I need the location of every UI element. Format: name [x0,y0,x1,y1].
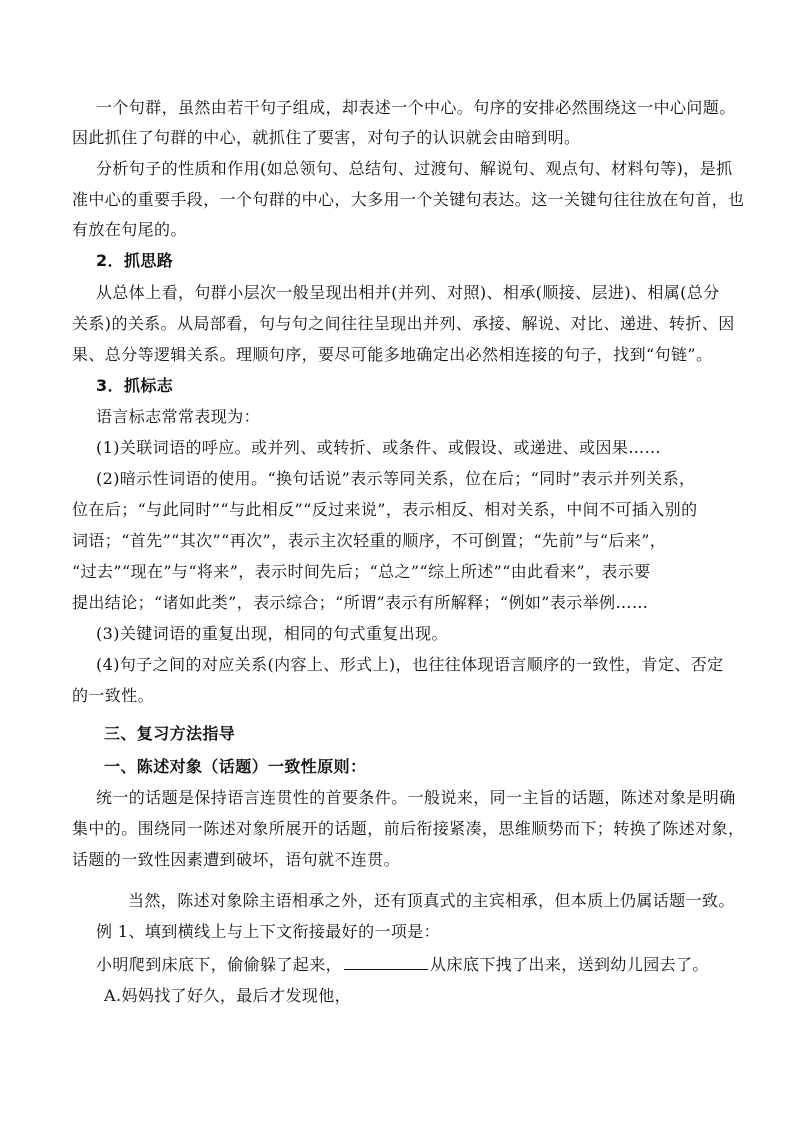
example-sentence-start: 小明爬到床底下，偷偷躲了起来， [96,955,343,974]
paragraph-line: 有放在句尾的。 [72,220,187,239]
paragraph-line: “过去”“现在”与“将来”，表示时间先后；“总之”“综上所述”“由此看来”，表示要 [72,562,651,581]
section-heading: 一、陈述对象（话题）一致性原则： [104,757,367,776]
paragraph-line: (2)暗示性词语的使用。“换句话说”表示等同关系，位在后；“同时”表示并列关系， [96,469,696,488]
paragraph-line: 因此抓住了句群的中心，就抓住了要害，对句子的认识就会由暗到明。 [72,128,581,147]
section-heading: 2．抓思路 [96,251,174,270]
paragraph-line: 果、总分等逻辑关系。理顺句序，要尽可能多地确定出必然相连接的句子，找到“句链”。 [72,345,713,364]
paragraph-line: 话题的一致性因素遭到破坏，语句就不连贯。 [72,850,401,869]
section-heading: 3．抓标志 [96,376,174,395]
paragraph-line: 关系)的关系。从局部看，句与句之间往往呈现出并列、承接、解说、对比、递进、转折、因 [72,314,735,333]
answer-option-a: A.妈妈找了好久，最后才发现他， [104,986,352,1005]
paragraph-line: 的一致性。 [72,686,155,705]
paragraph-line: 一个句群，虽然由若干句子组成，却表述一个中心。句序的安排必然围绕这一中心问题。 [96,98,736,117]
example-sentence [96,955,709,975]
example-sentence-end: 从床底下拽了出来，送到幼儿园去了。 [430,955,709,974]
paragraph-line: (1)关联词语的呼应。或并列、或转折、或条件、或假设、或递进、或因果…… [96,438,662,457]
paragraph-line: 统一的话题是保持语言连贯性的首要条件。一般说来，同一主旨的话题，陈述对象是明确 [96,788,736,807]
fill-in-blank [344,955,428,970]
paragraph-line: 位在后；“与此同时”“与此相反”“反过来说”，表示相反、相对关系，中间不可插入别的 [72,500,698,519]
paragraph-line: 语言标志常常表现为： [96,407,261,426]
paragraph-line: 分析句子的性质和作用(如总领句、总结句、过渡句、解说句、观点句、材料句等)，是抓 [96,159,733,178]
paragraph-line: 准中心的重要手段，一个句群的中心，大多用一个关键句表达。这一关键句往往放在句首，也 [72,190,745,209]
paragraph-line: (3)关键词语的重复出现，相同的句式重复出现。 [96,624,448,643]
paragraph-line: 词语；“首先”“其次”“再次”，表示主次轻重的顺序，不可倒置；“先前”与“后来”， [72,531,667,550]
paragraph-line: 集中的。围绕同一陈述对象所展开的话题，前后衔接紧凑，思维顺势而下；转换了陈述对象， [72,819,745,838]
paragraph-line: 提出结论；“诸如此类”，表示综合；“所谓”表示有所解释；“例如”表示举例…… [72,593,649,612]
example-prompt: 例 1、填到横线上与上下文衔接最好的一项是： [96,922,441,941]
section-heading: 三、复习方法指导 [104,724,236,743]
paragraph-line: (4)句子之间的对应关系(内容上、形式上)，也往往体现语言顺序的一致性，肯定、否定 [96,655,724,674]
paragraph-line: 当然，陈述对象除主语相承之外，还有顶真式的主宾相承，但本质上仍属话题一致。 [128,891,735,910]
paragraph-line: 从总体上看，句群小层次一般呈现出相并(并列、对照)、相承(顺接、层进)、相属(总分 [96,283,720,302]
